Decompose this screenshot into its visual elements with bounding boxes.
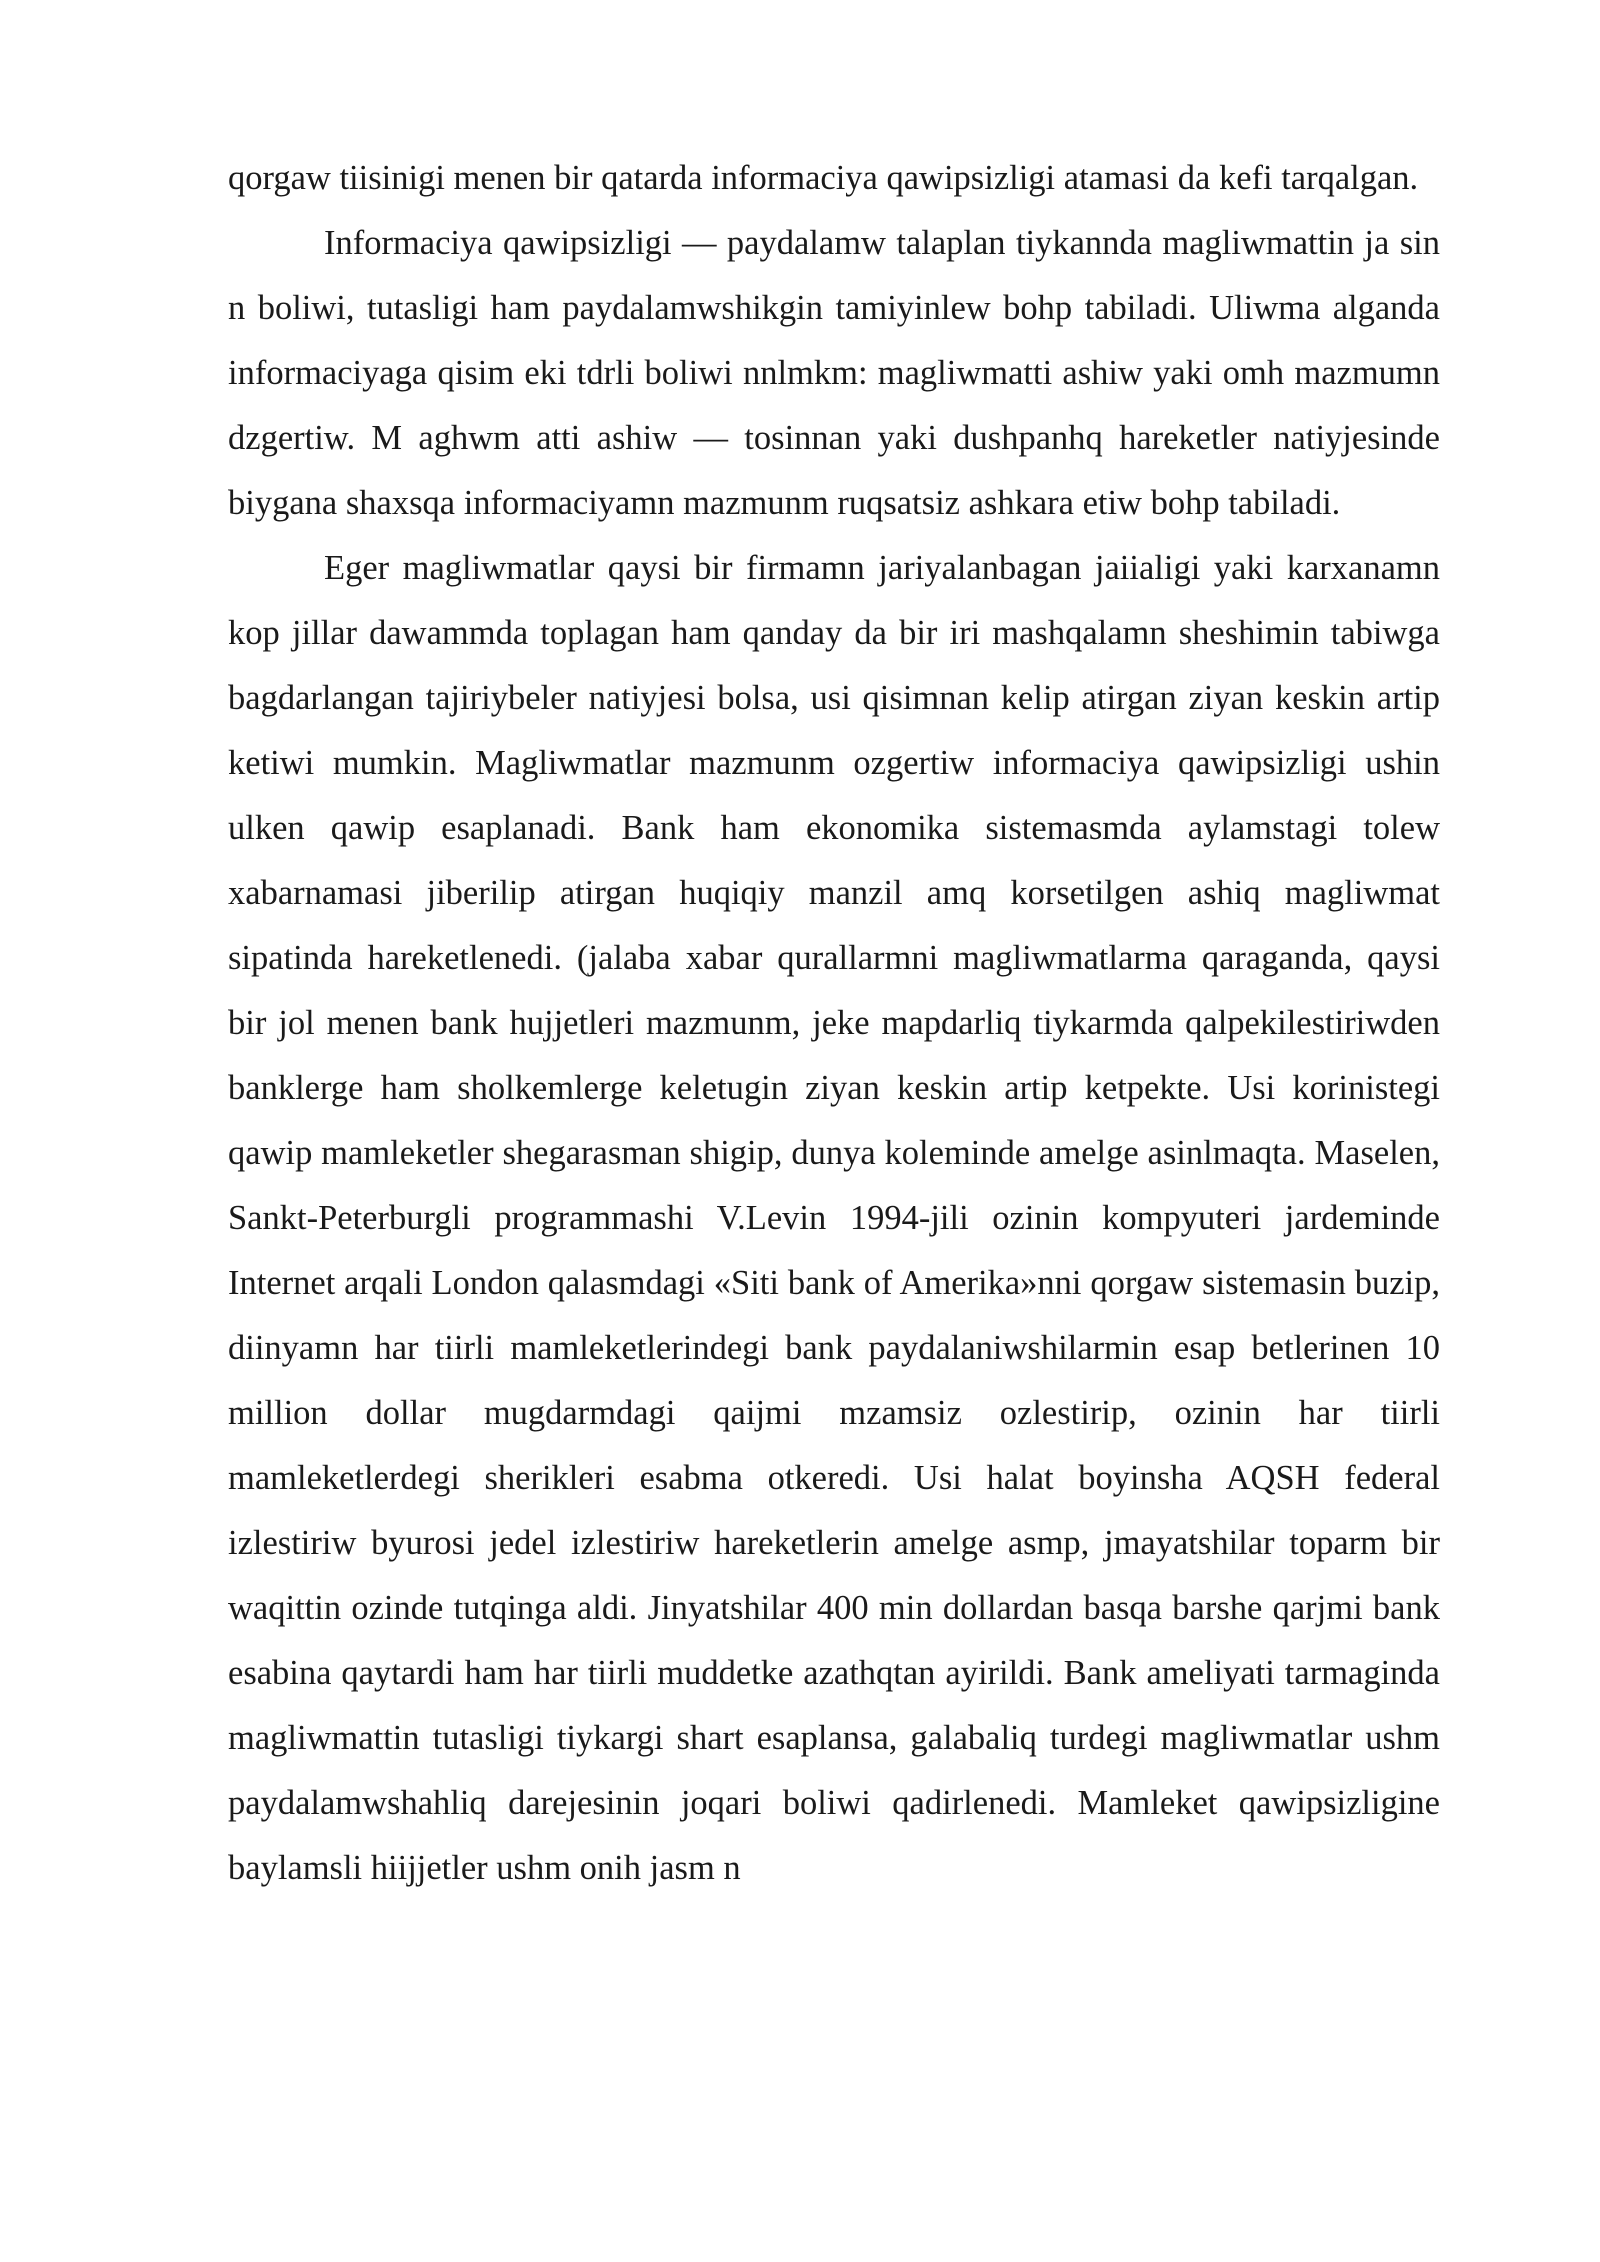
paragraph-3: Eger magliwmatlar qaysi bir firmamn jariyalanbagan jaiialigi yaki karxanamn kop jillar dawammda toplagan ham qanday da bir iri mashqalamn sheshimin tabiwga bagdarlangan tajiriybeler natiyjesi bolsa, usi qisimnan kelip atirgan ziyan keskin artip ketiwi mumkin. Magliwmatlar mazmunm ozgertiw informaciya qawipsizligi ushin ulken qawip esaplanadi. Bank ham ekonomika sistemasmda aylamstagi tolew xabarnamasi jiberilip atirgan huqiqiy manzil amq korsetilgen ashiq magliwmat sipatinda hareketlenedi. (jalaba xabar qurallarmni magliwmatlarma qaraganda, qaysi bir jol menen bank hujjetleri mazmunm, jeke mapdarliq tiykarmda qalpekilestiriwden banklerge ham sholkemlerge keletugin ziyan keskin artip ketpekte. Usi korinistegi qawip mamleketler shegarasman shigip, dunya koleminde amelge asinlmaqta. Maselen, Sankt-Peterburgli programmashi V.Levin 1994-jili ozinin kompyuteri jardeminde Internet arqali London qalasmdagi «Siti bank of Amerika»nni qorgaw sistemasin buzip, diinyamn har tiirli mamleketlerindegi bank paydalaniwshilarmin esap betlerinen 10 million dollar mugdarmdagi qaijmi mzamsiz ozlestirip, ozinin har tiirli mamleketlerdegi sherikleri esabma otkeredi. Usi halat boyinsha AQSH federal izlestiriw byurosi jedel izlestiriw hareketlerin amelge asmp, jmayatshilar toparm bir waqittin ozinde tutqinga aldi. Jinyatshilar 400 min dollardan basqa barshe qarjmi bank esabina qaytardi ham har tiirli muddetke azathqtan ayirildi. Bank ameliyati tarmaginda magliwmattin tutasligi tiykargi shart esaplansa, galabaliq turdegi magliwmatlar ushm paydalamwshahliq darejesinin joqari boliwi qadirlenedi. Mamleket qawipsizligine baylamsli hiijjetler ushm onih jasm n — [228, 549, 1440, 1887]
paragraph-1: qorgaw tiisinigi menen bir qatarda informaciya qawipsizligi atamasi da kefi tarqalgan. — [228, 159, 1419, 197]
paragraph-2: Informaciya qawipsizligi — paydalamw talaplan tiykannda magliwmattin ja sin n boliwi, tutasligi ham paydalamwshikgin tamiyinlew bohp tabiladi. Uliwma alganda informaciyaga qisim eki tdrli boliwi nnlmkm: magliwmatti ashiw yaki omh mazmumn dzgertiw. M aghwm atti ashiw — tosinnan yaki dushpanhq hareketler natiyjesinde biygana shaxsqa informaciyamn mazmunm ruqsatsiz ashkara etiw bohp tabiladi. — [228, 224, 1440, 522]
document-body — [228, 146, 1440, 1901]
